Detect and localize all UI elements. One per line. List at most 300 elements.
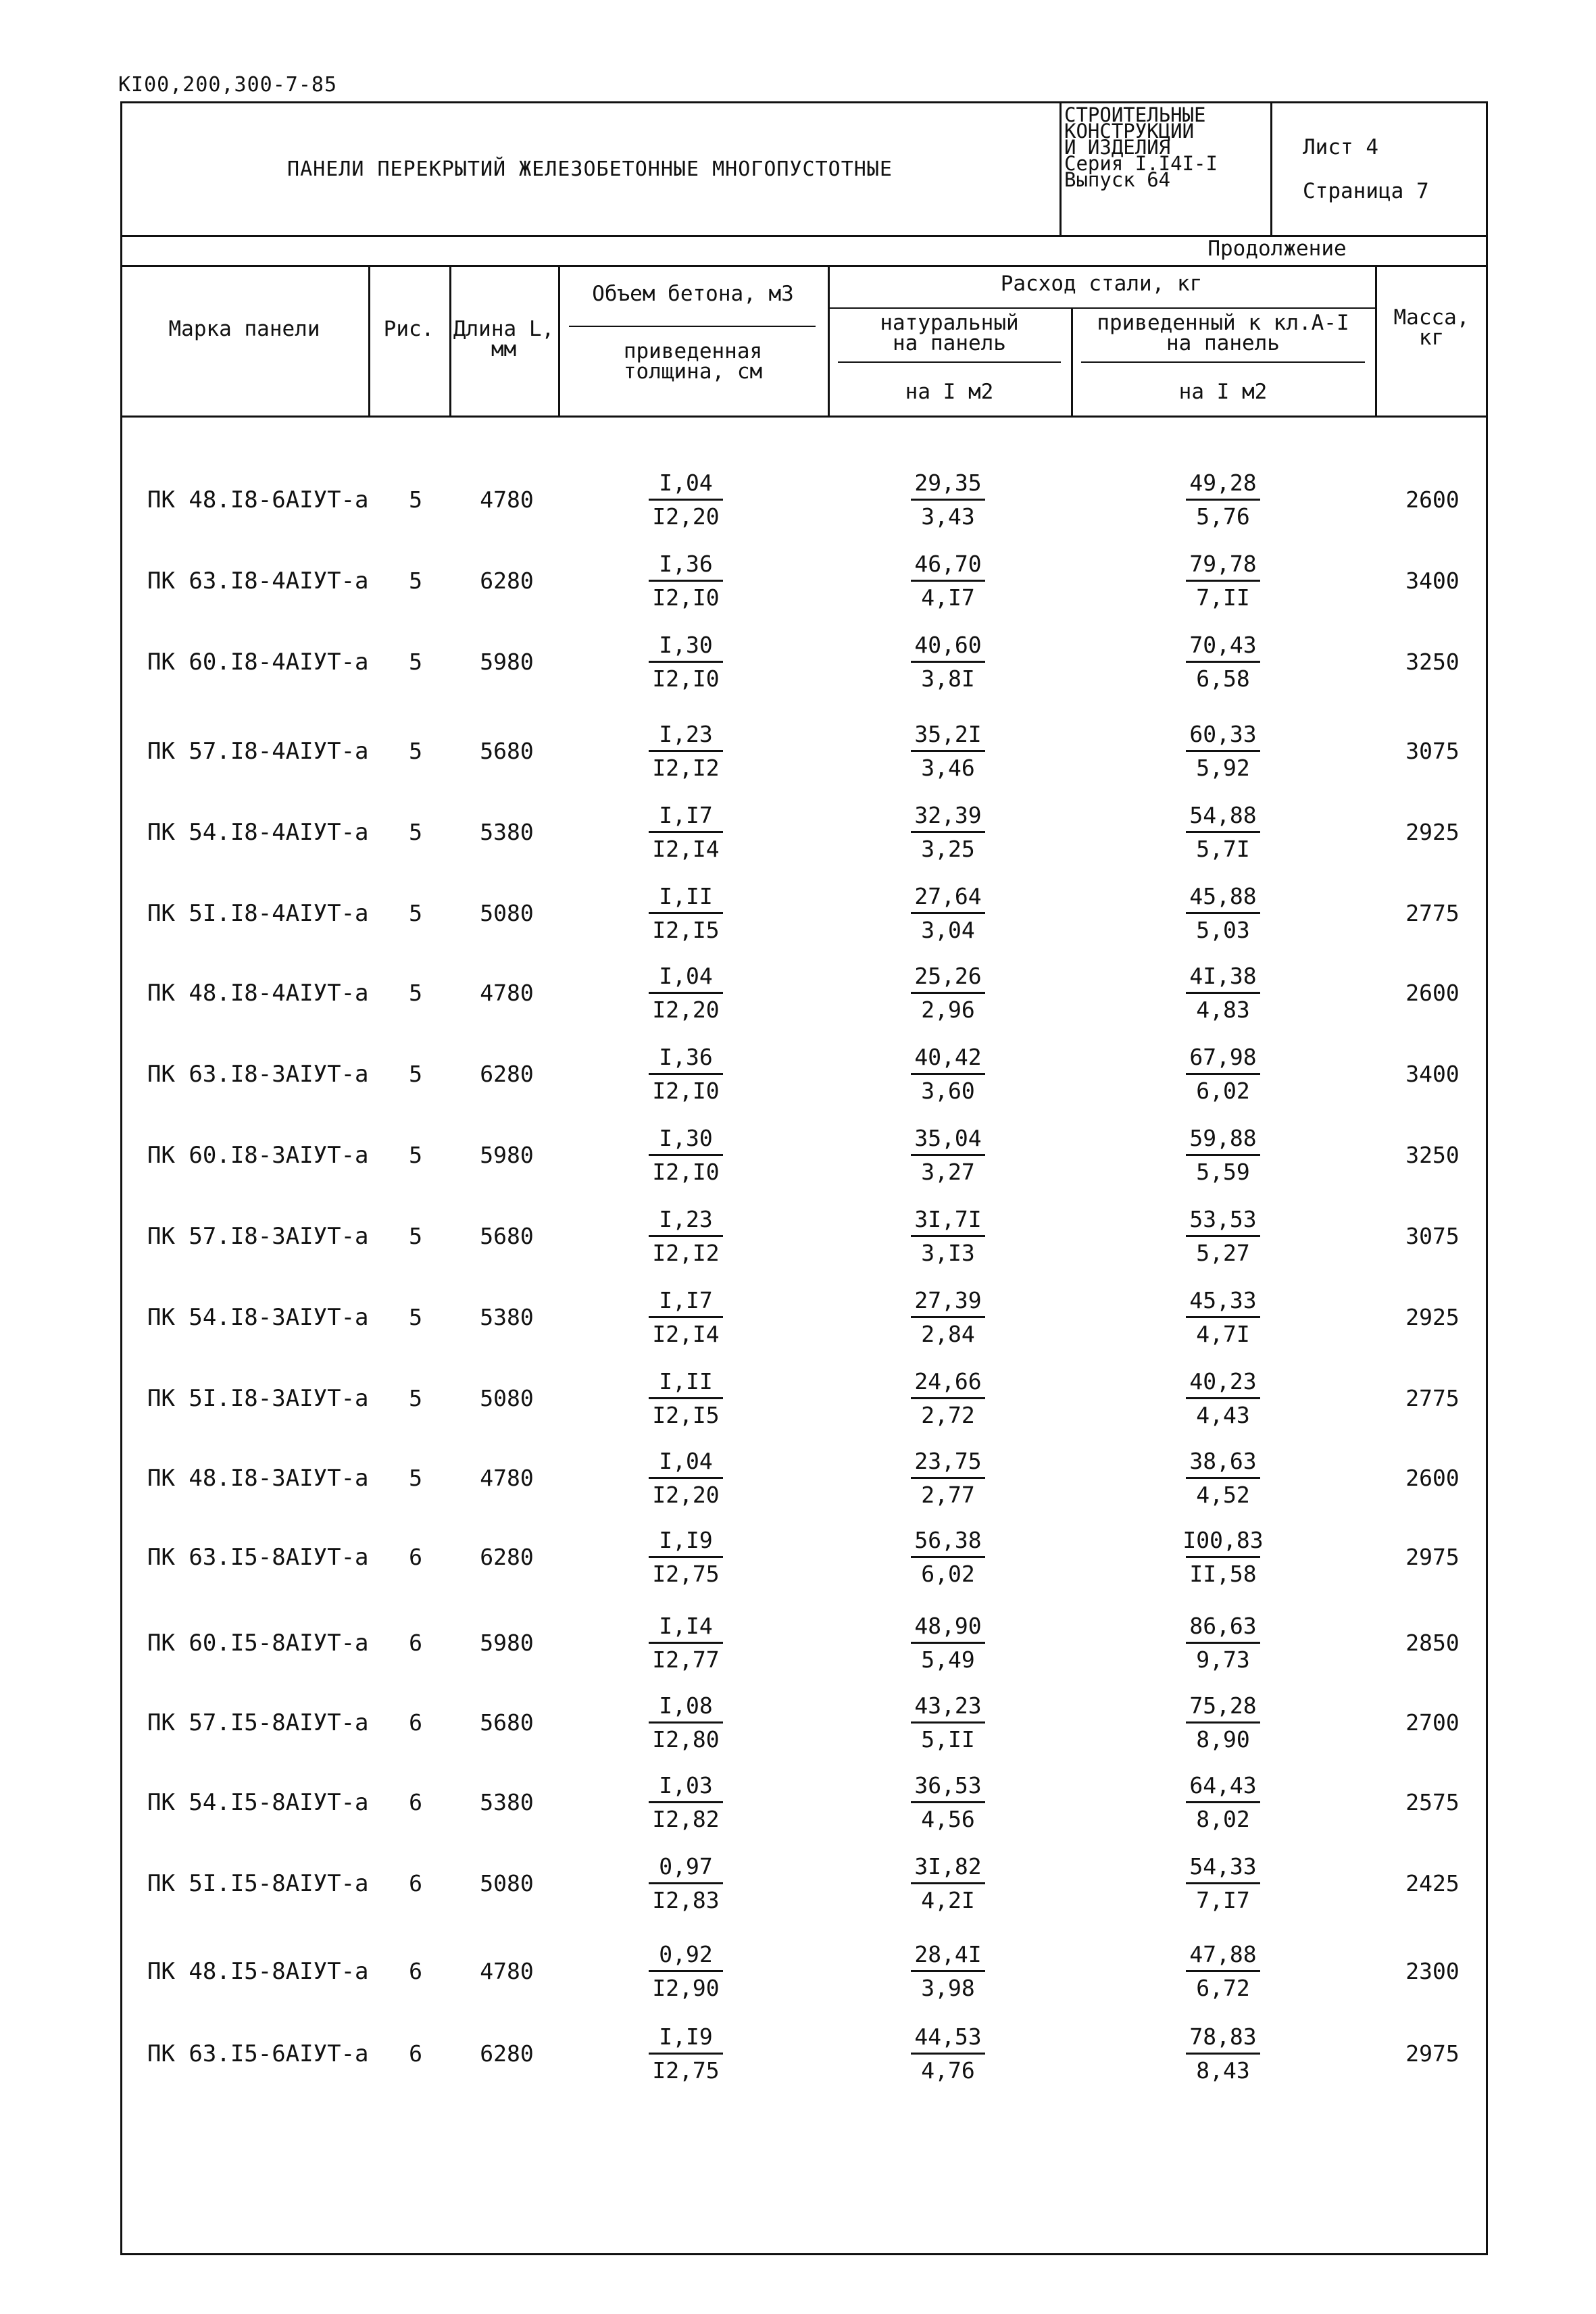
concrete-volume: [618, 1366, 753, 1432]
series-stamp: [1064, 103, 1267, 191]
steel-natural-numerator: 36,53: [914, 1772, 982, 1799]
concrete-volume-denominator: I2,I0: [652, 665, 720, 692]
steel-reduced-numerator: 70,43: [1189, 632, 1257, 658]
panel-length: 4780: [480, 1958, 534, 1984]
header-length-line2: мм: [491, 337, 517, 361]
panel-length: 4780: [480, 486, 534, 513]
concrete-header-rule: [569, 326, 816, 327]
table-header-bottom: [120, 416, 1488, 418]
steel-natural-denominator: 4,76: [921, 2057, 975, 2084]
steel-natural-numerator: 25,26: [914, 963, 982, 989]
concrete-volume-denominator: I2,I0: [652, 1159, 720, 1185]
title-block-separator-1: [1059, 101, 1062, 236]
steel-reduced: [1155, 1204, 1291, 1269]
header-natural: [828, 313, 1071, 353]
steel-natural-numerator: 24,66: [914, 1368, 982, 1394]
header-length-line1: Длина L,: [453, 317, 555, 341]
figure-number: 6: [409, 1958, 422, 1984]
title-block-separator-2: [1270, 101, 1272, 236]
concrete-volume-denominator: I2,75: [652, 2057, 720, 2084]
steel-reduced-numerator: 49,28: [1189, 470, 1257, 496]
concrete-volume-numerator: I,03: [659, 1772, 713, 1799]
steel-reduced-denominator: 4,7I: [1196, 1321, 1250, 1347]
steel-reduced: [1155, 1042, 1291, 1107]
concrete-volume: [618, 1123, 753, 1188]
panel-mass: 2925: [1405, 819, 1460, 845]
figure-number: 5: [409, 1223, 422, 1249]
panel-mass: 3250: [1405, 649, 1460, 675]
panel-mass: 2600: [1405, 1465, 1460, 1491]
steel-natural-denominator: 3,25: [921, 836, 975, 862]
steel-reduced: [1155, 1770, 1291, 1836]
panel-length: 6280: [480, 2040, 534, 2067]
steel-reduced-numerator: 47,88: [1189, 1941, 1257, 1967]
concrete-volume-numerator: I,I7: [659, 802, 713, 828]
figure-number: 5: [409, 568, 422, 594]
figure-number: 6: [409, 1630, 422, 1656]
steel-reduced-denominator: 9,73: [1196, 1646, 1250, 1673]
steel-natural: [880, 1690, 1016, 1756]
steel-reduced-denominator: 8,43: [1196, 2057, 1250, 2084]
steel-natural: [880, 549, 1016, 614]
header-length: [449, 319, 558, 359]
concrete-volume-denominator: I2,77: [652, 1646, 720, 1673]
steel-reduced-denominator: 5,27: [1196, 1240, 1250, 1266]
concrete-volume: [618, 1770, 753, 1836]
concrete-volume: [618, 881, 753, 947]
concrete-volume-numerator: 0,97: [659, 1853, 713, 1880]
header-natural-per-m2: на I м2: [905, 380, 994, 404]
steel-reduced-denominator: 5,59: [1196, 1159, 1250, 1185]
concrete-volume: [618, 961, 753, 1026]
steel-natural-denominator: 4,56: [921, 1806, 975, 1832]
steel-natural-numerator: 43,23: [914, 1692, 982, 1719]
panel-mark: ПК 54.I5-8AIУТ-а: [147, 1789, 369, 1816]
steel-natural-denominator: 6,02: [921, 1561, 975, 1587]
steel-reduced-numerator: 40,23: [1189, 1368, 1257, 1394]
concrete-volume-denominator: I2,I0: [652, 1078, 720, 1104]
steel-reduced-denominator: 5,92: [1196, 755, 1250, 781]
concrete-volume-denominator: I2,20: [652, 997, 720, 1023]
header-fig: Рис.: [383, 317, 434, 341]
panel-mass: 2850: [1405, 1630, 1460, 1656]
steel-reduced-numerator: 78,83: [1189, 2023, 1257, 2050]
steel-reduced-denominator: 5,03: [1196, 917, 1250, 943]
steel-reduced-numerator: 45,33: [1189, 1287, 1257, 1313]
panel-mass: 3075: [1405, 738, 1460, 764]
concrete-volume-denominator: I2,I5: [652, 1402, 720, 1428]
stamp-line: СТРОИТЕЛЬНЫЕ: [1064, 103, 1206, 126]
concrete-volume-denominator: I2,I4: [652, 1321, 720, 1347]
panel-mass: 2775: [1405, 900, 1460, 926]
steel-natural-denominator: 2,77: [921, 1482, 975, 1508]
steel-reduced-denominator: 7,I7: [1196, 1887, 1250, 1913]
panel-mark: ПК 60.I5-8AIУТ-а: [147, 1630, 369, 1657]
panel-mass: 2575: [1405, 1789, 1460, 1815]
concrete-volume-denominator: I2,I4: [652, 836, 720, 862]
concrete-volume-numerator: I,I7: [659, 1287, 713, 1313]
steel-natural: [880, 961, 1016, 1026]
header-concrete-sub-line1: приведенная: [623, 339, 763, 363]
stamp-line: КОНСТРУКЦИИ: [1064, 120, 1195, 143]
steel-reduced-denominator: 8,90: [1196, 1726, 1250, 1753]
steel-natural: [880, 719, 1016, 784]
panel-length: 4780: [480, 1465, 534, 1491]
page-number: Страница 7: [1303, 179, 1429, 203]
steel-reduced-numerator: 59,88: [1189, 1125, 1257, 1151]
header-natural-line1: натуральный: [880, 311, 1019, 335]
panel-mass: 3400: [1405, 1061, 1460, 1087]
panel-mark: ПК 48.I5-8AIУТ-а: [147, 1958, 369, 1985]
steel-reduced-denominator: 4,83: [1196, 997, 1250, 1023]
figure-number: 6: [409, 1789, 422, 1815]
steel-natural-denominator: 3,I3: [921, 1240, 975, 1266]
panel-mass: 2975: [1405, 2040, 1460, 2067]
concrete-volume-denominator: I2,I5: [652, 917, 720, 943]
steel-reduced: [1155, 961, 1291, 1026]
stamp-line: Выпуск 64: [1064, 168, 1171, 191]
concrete-volume: [618, 1042, 753, 1107]
panel-mark: ПК 48.I8-4AIУТ-а: [147, 980, 369, 1007]
document-code: КI00,200,300-7-85: [118, 73, 338, 97]
steel-reduced-numerator: 54,33: [1189, 1853, 1257, 1880]
concrete-volume-numerator: I,36: [659, 551, 713, 577]
concrete-volume: [618, 1690, 753, 1756]
figure-number: 5: [409, 1465, 422, 1491]
concrete-volume-denominator: I2,90: [652, 1975, 720, 2001]
steel-natural-denominator: 3,46: [921, 755, 975, 781]
concrete-volume-denominator: I2,80: [652, 1726, 720, 1753]
steel-natural-numerator: 32,39: [914, 802, 982, 828]
steel-natural: [880, 1939, 1016, 2005]
figure-number: 5: [409, 486, 422, 513]
panel-mark: ПК 54.I8-4AIУТ-а: [147, 819, 369, 846]
steel-header-rule: [828, 307, 1375, 309]
steel-reduced-denominator: 6,02: [1196, 1078, 1250, 1104]
steel-reduced-denominator: 6,72: [1196, 1975, 1250, 2001]
panel-mark: ПК 48.I8-3AIУТ-а: [147, 1465, 369, 1492]
concrete-volume: [618, 800, 753, 865]
steel-reduced: [1155, 1123, 1291, 1188]
panel-length: 5380: [480, 1304, 534, 1330]
concrete-volume: [618, 468, 753, 533]
steel-reduced: [1155, 1285, 1291, 1351]
panel-mass: 2300: [1405, 1958, 1460, 1984]
steel-natural: [880, 1366, 1016, 1432]
steel-reduced-numerator: 4I,38: [1189, 963, 1257, 989]
panel-mark: ПК 63.I5-8AIУТ-а: [147, 1544, 369, 1571]
steel-natural: [880, 800, 1016, 865]
panel-length: 4780: [480, 980, 534, 1006]
concrete-volume: [618, 1851, 753, 1917]
concrete-volume-denominator: I2,I2: [652, 1240, 720, 1266]
steel-natural-denominator: 3,27: [921, 1159, 975, 1185]
steel-natural: [880, 1446, 1016, 1511]
steel-natural-denominator: 4,I7: [921, 584, 975, 611]
steel-reduced: [1155, 549, 1291, 614]
steel-reduced-denominator: 4,52: [1196, 1482, 1250, 1508]
concrete-volume: [618, 630, 753, 695]
panel-length: 6280: [480, 1061, 534, 1087]
steel-natural-denominator: 2,84: [921, 1321, 975, 1347]
steel-natural: [880, 881, 1016, 947]
concrete-volume-numerator: I,23: [659, 721, 713, 747]
concrete-volume-numerator: I,I9: [659, 2023, 713, 2050]
panel-length: 5080: [480, 1385, 534, 1411]
steel-reduced-denominator: 5,76: [1196, 503, 1250, 530]
concrete-volume-denominator: I2,I2: [652, 755, 720, 781]
steel-reduced-numerator: 86,63: [1189, 1613, 1257, 1639]
steel-natural-denominator: 3,60: [921, 1078, 975, 1104]
reduced-header-rule: [1081, 361, 1365, 363]
panel-mark: ПК 54.I8-3AIУТ-а: [147, 1304, 369, 1331]
concrete-volume-numerator: I,II: [659, 883, 713, 909]
panel-length: 5680: [480, 1709, 534, 1736]
steel-reduced: [1155, 719, 1291, 784]
steel-reduced: [1155, 800, 1291, 865]
steel-natural-numerator: 29,35: [914, 470, 982, 496]
panel-length: 5980: [480, 649, 534, 675]
steel-natural: [880, 1770, 1016, 1836]
steel-reduced-numerator: 45,88: [1189, 883, 1257, 909]
concrete-volume-denominator: I2,83: [652, 1887, 720, 1913]
concrete-volume-denominator: I2,I0: [652, 584, 720, 611]
concrete-volume-numerator: I,04: [659, 470, 713, 496]
steel-reduced: [1155, 1366, 1291, 1432]
panel-mass: 2925: [1405, 1304, 1460, 1330]
steel-reduced-denominator: 7,II: [1196, 584, 1250, 611]
panel-mass: 3400: [1405, 568, 1460, 594]
steel-natural-denominator: 2,96: [921, 997, 975, 1023]
figure-number: 5: [409, 649, 422, 675]
figure-number: 5: [409, 1304, 422, 1330]
header-reduced-line2: на панель: [1166, 331, 1280, 355]
panel-length: 6280: [480, 1544, 534, 1570]
steel-reduced: [1155, 1525, 1291, 1590]
header-mass-line2: кг: [1418, 326, 1445, 350]
stamp-line: Серия I.I4I-I: [1064, 152, 1218, 175]
concrete-volume: [618, 549, 753, 614]
steel-natural-numerator: 28,4I: [914, 1941, 982, 1967]
steel-natural-denominator: 3,43: [921, 503, 975, 530]
document-title: ПАНЕЛИ ПЕРЕКРЫТИЙ ЖЕЛЕЗОБЕТОННЫЕ МНОГОПУСТОТНЫЕ: [287, 157, 893, 181]
steel-natural-numerator: 3I,7I: [914, 1206, 982, 1232]
panel-mass: 3075: [1405, 1223, 1460, 1249]
steel-natural-numerator: 48,90: [914, 1613, 982, 1639]
steel-natural-denominator: 5,II: [921, 1726, 975, 1753]
steel-natural: [880, 2021, 1016, 2087]
header-reduced-line1: приведенный к кл.А-I: [1097, 311, 1349, 335]
header-mass-line1: Масса,: [1393, 305, 1470, 330]
panel-mass: 2425: [1405, 1870, 1460, 1896]
concrete-volume-numerator: I,23: [659, 1206, 713, 1232]
concrete-volume-numerator: I,08: [659, 1692, 713, 1719]
panel-length: 5080: [480, 900, 534, 926]
steel-reduced: [1155, 1611, 1291, 1676]
panel-mass: 2775: [1405, 1385, 1460, 1411]
figure-number: 5: [409, 980, 422, 1006]
panel-mark: ПК 63.I5-6AIУТ-а: [147, 2040, 369, 2067]
steel-reduced-numerator: 60,33: [1189, 721, 1257, 747]
table-top-line: [120, 265, 1488, 267]
concrete-volume-numerator: 0,92: [659, 1941, 713, 1967]
panel-mark: ПК 57.I5-8AIУТ-а: [147, 1709, 369, 1736]
steel-natural-denominator: 5,49: [921, 1646, 975, 1673]
steel-reduced-numerator: 64,43: [1189, 1772, 1257, 1799]
panel-mass: 2600: [1405, 980, 1460, 1006]
concrete-volume: [618, 1446, 753, 1511]
steel-reduced-denominator: 6,58: [1196, 665, 1250, 692]
steel-natural: [880, 1851, 1016, 1917]
steel-reduced: [1155, 1690, 1291, 1756]
header-concrete: Объем бетона, м3: [592, 282, 794, 306]
panel-length: 6280: [480, 568, 534, 594]
steel-reduced: [1155, 2021, 1291, 2087]
figure-number: 5: [409, 1385, 422, 1411]
stamp-line: И ИЗДЕЛИЯ: [1064, 136, 1171, 159]
steel-reduced: [1155, 881, 1291, 947]
sheet-number: Лист 4: [1303, 135, 1378, 159]
steel-natural: [880, 630, 1016, 695]
steel-reduced-denominator: 5,7I: [1196, 836, 1250, 862]
panel-mark: ПК 63.I8-3AIУТ-а: [147, 1061, 369, 1088]
concrete-volume: [618, 1285, 753, 1351]
header-concrete-sub-line2: толщина, см: [623, 359, 763, 384]
steel-natural-numerator: 35,2I: [914, 721, 982, 747]
steel-natural: [880, 1525, 1016, 1590]
steel-reduced-numerator: 38,63: [1189, 1448, 1257, 1474]
steel-natural-denominator: 2,72: [921, 1402, 975, 1428]
steel-natural-numerator: 3I,82: [914, 1853, 982, 1880]
col-divider-mark: [368, 265, 370, 417]
steel-natural-numerator: 46,70: [914, 551, 982, 577]
panel-mark: ПК 5I.I5-8AIУТ-а: [147, 1870, 369, 1897]
panel-mass: 2600: [1405, 486, 1460, 513]
concrete-volume-denominator: I2,20: [652, 503, 720, 530]
steel-natural-numerator: 27,64: [914, 883, 982, 909]
header-steel: Расход стали, кг: [1000, 272, 1203, 296]
panel-mark: ПК 57.I8-3AIУТ-а: [147, 1223, 369, 1250]
figure-number: 5: [409, 1061, 422, 1087]
figure-number: 6: [409, 2040, 422, 2067]
figure-number: 6: [409, 1709, 422, 1736]
concrete-volume-denominator: I2,75: [652, 1561, 720, 1587]
panel-mark: ПК 5I.I8-3AIУТ-а: [147, 1385, 369, 1412]
header-mass: [1375, 307, 1488, 348]
figure-number: 6: [409, 1870, 422, 1896]
panel-length: 5680: [480, 1223, 534, 1249]
steel-natural-numerator: 40,42: [914, 1044, 982, 1070]
concrete-volume: [618, 1525, 753, 1590]
panel-mark: ПК 63.I8-4AIУТ-а: [147, 568, 369, 595]
panel-mark: ПК 48.I8-6AIУТ-а: [147, 486, 369, 513]
concrete-volume: [618, 719, 753, 784]
steel-reduced-denominator: 4,43: [1196, 1402, 1250, 1428]
steel-reduced-denominator: 8,02: [1196, 1806, 1250, 1832]
panel-length: 5380: [480, 1789, 534, 1815]
header-mark: Марка панели: [168, 317, 320, 341]
steel-reduced-numerator: 54,88: [1189, 802, 1257, 828]
steel-natural-denominator: 4,2I: [921, 1887, 975, 1913]
steel-natural: [880, 468, 1016, 533]
concrete-volume: [618, 2021, 753, 2087]
steel-natural-numerator: 27,39: [914, 1287, 982, 1313]
steel-reduced-denominator: II,58: [1189, 1561, 1257, 1587]
header-reduced-per-m2: на I м2: [1178, 380, 1268, 404]
header-natural-line2: на панель: [893, 331, 1006, 355]
steel-natural-numerator: 23,75: [914, 1448, 982, 1474]
steel-natural: [880, 1123, 1016, 1188]
steel-reduced: [1155, 1851, 1291, 1917]
panel-length: 5380: [480, 819, 534, 845]
steel-reduced-numerator: 75,28: [1189, 1692, 1257, 1719]
figure-number: 5: [409, 738, 422, 764]
steel-natural: [880, 1611, 1016, 1676]
steel-reduced: [1155, 1939, 1291, 2005]
panel-length: 5680: [480, 738, 534, 764]
steel-reduced-numerator: 79,78: [1189, 551, 1257, 577]
steel-reduced-numerator: I00,83: [1182, 1527, 1264, 1553]
steel-natural-denominator: 3,8I: [921, 665, 975, 692]
concrete-volume: [618, 1939, 753, 2005]
steel-natural-numerator: 56,38: [914, 1527, 982, 1553]
steel-reduced: [1155, 630, 1291, 695]
header-reduced: [1071, 313, 1375, 353]
panel-mass: 3250: [1405, 1142, 1460, 1168]
figure-number: 5: [409, 1142, 422, 1168]
panel-mass: 2700: [1405, 1709, 1460, 1736]
concrete-volume-denominator: I2,82: [652, 1806, 720, 1832]
concrete-volume-numerator: I,I9: [659, 1527, 713, 1553]
steel-natural-denominator: 3,04: [921, 917, 975, 943]
concrete-volume-numerator: I,04: [659, 963, 713, 989]
panel-length: 5980: [480, 1142, 534, 1168]
concrete-volume-numerator: I,36: [659, 1044, 713, 1070]
concrete-volume-numerator: I,30: [659, 632, 713, 658]
panel-mass: 2975: [1405, 1544, 1460, 1570]
natural-header-rule: [838, 361, 1061, 363]
steel-reduced: [1155, 468, 1291, 533]
concrete-volume-numerator: I,30: [659, 1125, 713, 1151]
steel-natural-numerator: 44,53: [914, 2023, 982, 2050]
panel-length: 5080: [480, 1870, 534, 1896]
continuation-label: Продолжение: [1207, 236, 1347, 261]
steel-reduced: [1155, 1446, 1291, 1511]
steel-natural-numerator: 35,04: [914, 1125, 982, 1151]
steel-reduced-numerator: 53,53: [1189, 1206, 1257, 1232]
panel-mark: ПК 57.I8-4AIУТ-а: [147, 738, 369, 765]
figure-number: 5: [409, 819, 422, 845]
figure-number: 6: [409, 1544, 422, 1570]
panel-mark: ПК 60.I8-4AIУТ-а: [147, 649, 369, 676]
steel-natural: [880, 1042, 1016, 1107]
steel-natural: [880, 1285, 1016, 1351]
concrete-volume-numerator: I,I4: [659, 1613, 713, 1639]
steel-natural-denominator: 3,98: [921, 1975, 975, 2001]
concrete-volume: [618, 1611, 753, 1676]
concrete-volume-numerator: I,II: [659, 1368, 713, 1394]
concrete-volume: [618, 1204, 753, 1269]
concrete-volume-denominator: I2,20: [652, 1482, 720, 1508]
panel-mark: ПК 60.I8-3AIУТ-а: [147, 1142, 369, 1169]
concrete-volume-numerator: I,04: [659, 1448, 713, 1474]
panel-mark: ПК 5I.I8-4AIУТ-а: [147, 900, 369, 927]
header-concrete-sub: [558, 341, 828, 382]
steel-natural-numerator: 40,60: [914, 632, 982, 658]
steel-reduced-numerator: 67,98: [1189, 1044, 1257, 1070]
steel-natural: [880, 1204, 1016, 1269]
figure-number: 5: [409, 900, 422, 926]
